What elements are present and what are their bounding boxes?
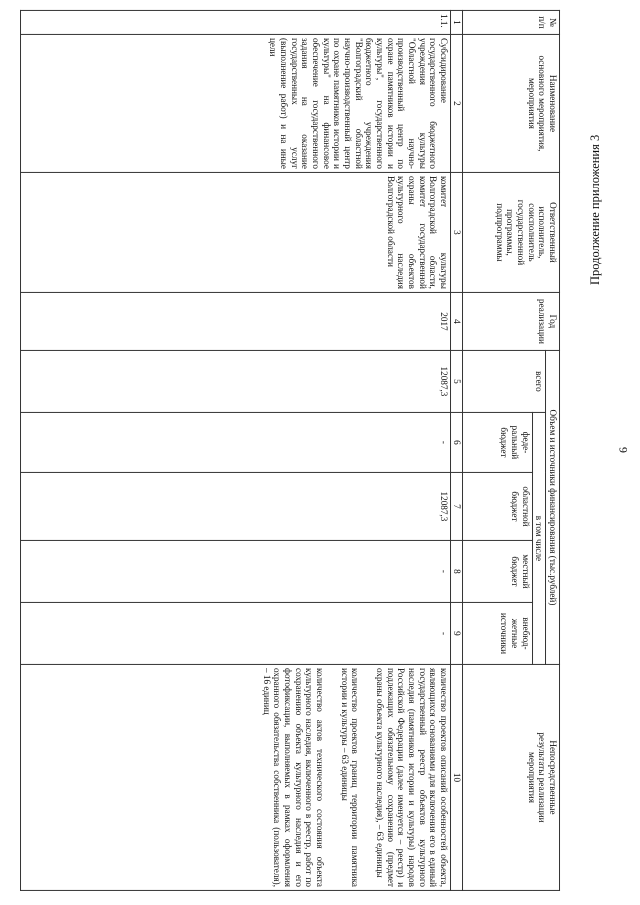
colnum-6: 6 bbox=[451, 412, 463, 472]
regional-cell: 12087,3 bbox=[21, 472, 451, 540]
total-cell: 12087,3 bbox=[21, 350, 451, 412]
colnum-9: 9 bbox=[451, 602, 463, 664]
colnum-3: 3 bbox=[451, 172, 463, 292]
header-year: Год реализации bbox=[462, 292, 559, 350]
header-federal: феде- ральный бюджет bbox=[462, 412, 532, 472]
header-no: № п/п bbox=[462, 10, 559, 34]
column-number-row bbox=[451, 10, 463, 890]
header-regional: областной бюджет bbox=[462, 472, 532, 540]
header-including: в том числе bbox=[532, 412, 546, 664]
federal-cell: - bbox=[21, 412, 451, 472]
program-table bbox=[20, 10, 560, 891]
colnum-7: 7 bbox=[451, 472, 463, 540]
colnum-5: 5 bbox=[451, 350, 463, 412]
table-row bbox=[21, 10, 451, 890]
header-extra: внебюд- жетные источники bbox=[462, 602, 532, 664]
appendix-title: Продолжение приложения 3 bbox=[588, 134, 602, 285]
header-executor: Ответственный исполнитель, соисполнитель государственной программы, подпрограммы bbox=[462, 172, 559, 292]
result-item: количество проектов границ территории памятника истории и культуры – 63 единицы bbox=[339, 668, 361, 887]
executor-cell: комитет культуры Волгоградской области, комитет государственной охраны объектов культурного наследия Волгоградской области bbox=[21, 172, 451, 292]
colnum-10: 10 bbox=[451, 665, 463, 891]
colnum-2: 2 bbox=[451, 34, 463, 172]
header-local: местный бюджет bbox=[462, 540, 532, 602]
results-cell bbox=[21, 665, 451, 891]
result-item: количество проектов описаний особенностей объекта, являющихся основаниями для включения его в единый государственный реестр объектов культурного наследия (памятников истории и культуры) народов Российской Федерации (далее именуется – реестр) и подлежащих обязательному сохранению (предмет охраны объекта культурного наследия), – 63 единицы bbox=[374, 668, 449, 887]
colnum-1: 1 bbox=[451, 10, 463, 34]
page-number: 6 bbox=[616, 447, 630, 453]
header-funding: Объем и источники финансирования (тыс.рублей) bbox=[546, 350, 560, 664]
header-name: Наименование основного мероприятия, мероприятия bbox=[462, 34, 559, 172]
colnum-8: 8 bbox=[451, 540, 463, 602]
event-name: Субсидирование государственного бюджетного учреждения культуры "Областной научно-производственный центр по охране памятников истории и культуры", государственного бюджетного учреждения "Волгоградский областной научно-производственный центр по охране памятников истории и культуры" на финансовое обеспечение государственного задания на оказание государственных услуг (выполнение работ) и на иные цели bbox=[21, 34, 451, 172]
extra-cell: - bbox=[21, 602, 451, 664]
header-results: Непосредственные результаты реализации мероприятия bbox=[462, 665, 559, 891]
year-cell: 2017 bbox=[21, 292, 451, 350]
result-item: количество актов технического состояния объекта культурного наследия, включенного в реестр, работ по сохранению объекта культурного наследия и его фотофиксации, выполняемых в рамках оформления охранного обязательства собственника (пользователя), – 16 единиц bbox=[261, 668, 325, 887]
header-row-1 bbox=[546, 10, 560, 890]
header-total: всего bbox=[462, 350, 546, 412]
local-cell: - bbox=[21, 540, 451, 602]
colnum-4: 4 bbox=[451, 292, 463, 350]
row-number: 1.1. bbox=[21, 10, 451, 34]
